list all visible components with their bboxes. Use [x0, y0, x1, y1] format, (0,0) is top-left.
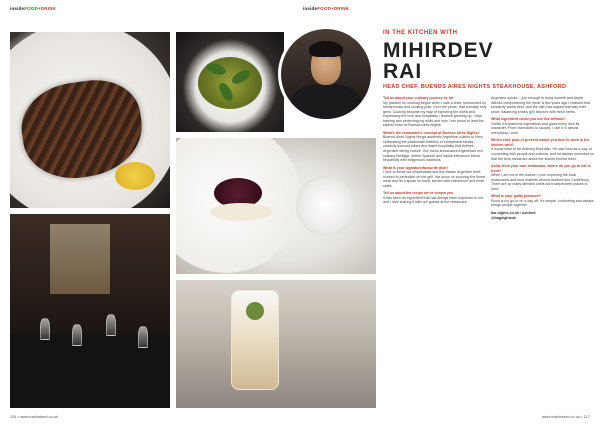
chef-name-line1: MIHIRDEV — [383, 39, 494, 62]
answer: Buenos Aires Nights brings authentic Argentine cuisine to Kent, celebrating the passionate tradition of exceptional steaks, carefully sourced wines and warm hospitality that defines Argentine dining culture. Our menu showcases Argentina's rich culinary heritage, where Spanish and Italian influences blend beautifully with indigenous traditions. — [383, 135, 484, 163]
role-place: ASHFORD — [537, 84, 567, 90]
qa-item — [383, 166, 487, 189]
magazine-brand: inside — [10, 6, 25, 11]
qa-item — [383, 131, 487, 163]
answer: Argentine spices – just enough to bring warmth and depth without overpowering the meat. A few years ago I realised that simplicity works best, and the dish has stayed that way ever since, balancing smoky grill flavours with fresh herbs. — [491, 96, 590, 114]
social-handle[interactable]: @bagnightsuk — [491, 215, 516, 220]
answer: When I am not in the kitchen I love exploring the local restaurants and food markets around Ashford and Canterbury. There are so many talented chefs and independent places in Kent. — [491, 173, 590, 191]
qa-item — [383, 191, 487, 205]
chef-name-line2: RAI — [383, 60, 423, 83]
dessert-photo — [176, 138, 376, 274]
qa-item — [491, 138, 595, 161]
magazine-brand: inside — [303, 6, 318, 11]
question: Tell us about the recipe we've shown you — [383, 191, 454, 196]
question: What ingredient could you not live without? — [491, 117, 566, 122]
page-footer-left: 116 • www.insidekent.co.uk — [10, 414, 59, 419]
question: What's the restaurant's concept at Buenos Aires Nights? — [383, 130, 480, 135]
restaurant-photo — [10, 214, 170, 408]
question: Tell us about your culinary journey so far — [383, 96, 454, 100]
role-title: HEAD CHEF, — [383, 84, 420, 90]
chef-name — [383, 40, 593, 82]
question: Aside from your own restaurant, where do you go to eat in Kent? — [491, 164, 591, 173]
question: Which chef, past or present would you love to work in the kitchen with? — [491, 138, 590, 147]
qa-item — [491, 96, 595, 114]
question: What is your signature/favourite dish? — [383, 165, 449, 170]
qa-item — [491, 117, 595, 135]
steak-photo — [10, 32, 170, 208]
page-header-right — [303, 6, 349, 11]
answer: It has been an ingredient that has always been important to me and I love sharing it with our guests at the restaurant. — [383, 195, 484, 205]
answer: It would have to be Anthony Bourdain. He saw food as a way of connecting with people and cultures, and he always reminded us that the best meals are about the stories behind them. — [491, 147, 594, 161]
question: What is your guilty pleasure? — [491, 194, 542, 199]
chef-portrait — [278, 26, 374, 122]
answer: Pizza is my go-to on a day off. It's simple, comforting and always brings people together. — [491, 198, 594, 208]
qa-item — [491, 164, 595, 191]
sign-off — [491, 211, 595, 220]
qa-item — [383, 96, 487, 128]
feature-kicker: IN THE KITCHEN WITH — [383, 30, 458, 36]
answer: Garlic! It transforms ingredients and gives every dish its character. From marinades to sauces, I use it in almost everything I cook. — [491, 121, 580, 135]
section-label: FOOD+DRINK — [24, 6, 57, 11]
interview-column-2 — [491, 96, 595, 223]
section-label: FOOD+DRINK — [317, 6, 350, 11]
chef-role — [383, 84, 566, 90]
website-link[interactable]: bar-nights.co.uk / Ashford — [491, 211, 536, 216]
page-header-left — [10, 6, 56, 11]
interview-column-1 — [383, 96, 487, 208]
answer: My passion for cooking began when I was a child, surrounded by family meals and cooking pots. Over the years, that curiosity only grew. Cooking became my way of exploring the world and expressing the love and hospitality I learned growing up. I kept training and perfecting my skills and now I am proud to lead the kitchen team at Buenos Aires Nights. — [383, 100, 487, 128]
page-footer-right: www.insidekent.co.uk • 117 — [541, 414, 590, 419]
answer: I love to serve our empanadas and the classic Argentine beef, cooked to perfection on the grill. We focus on sourcing the finest meat and let it speak for itself, served with chimichurri and fresh sides. — [383, 170, 486, 188]
drink-photo — [176, 280, 376, 408]
qa-item — [491, 194, 595, 208]
greens-photo — [176, 32, 284, 132]
role-venue: BUENOS AIRES NIGHTS STEAKHOUSE, — [420, 84, 536, 90]
